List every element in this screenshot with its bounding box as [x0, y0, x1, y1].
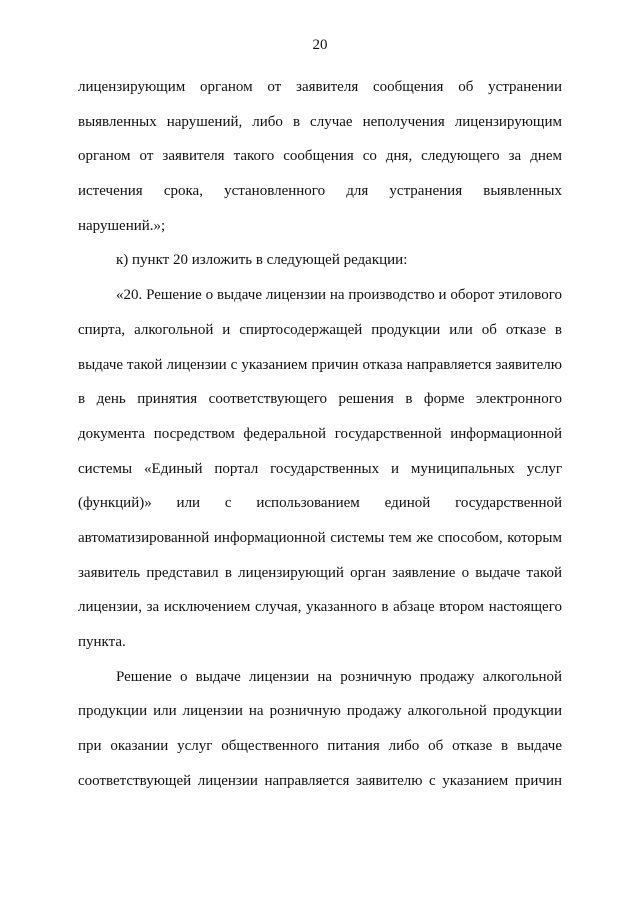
- text-line: Решение о выдаче лицензии на розничную продажу алкогольной: [116, 668, 562, 685]
- text-line: соответствующей лицензии направляется заявителю с указанием причин: [78, 772, 562, 789]
- text-line: к) пункт 20 изложить в следующей редакции:: [116, 252, 408, 269]
- text-line: лицензирующим органом от заявителя сообщения об устранении: [78, 79, 562, 95]
- text-line: лицензии, за исключением случая, указанного в абзаце втором настоящего: [78, 599, 562, 616]
- text-line: при оказании услуг общественного питания либо об отказе в выдаче: [78, 738, 562, 755]
- text-line: автоматизированной информационной системы тем же способом, которым: [78, 529, 562, 546]
- text-line: выдаче такой лицензии с указанием причин отказа направляется заявителю: [78, 356, 562, 373]
- text-line: истечения срока, установленного для устранения выявленных: [78, 183, 562, 200]
- page-number: 20: [312, 37, 328, 53]
- text-line: пункта.: [78, 634, 126, 650]
- text-line: (функций)» или с использованием единой государственной: [78, 495, 562, 512]
- paragraph-retail-decision: [78, 660, 562, 799]
- text-line: документа посредством федеральной государственной информационной: [78, 425, 562, 442]
- paragraph-item-k: [78, 243, 562, 278]
- text-line: продукции или лицензии на розничную продажу алкогольной продукции: [78, 703, 562, 720]
- text-line: выявленных нарушений, либо в случае неполучения лицензирующим: [78, 113, 562, 130]
- paragraph-point-20: [78, 278, 562, 660]
- text-line: нарушений.»;: [78, 217, 166, 234]
- text-line: органом от заявителя такого сообщения со дня, следующего за днем: [78, 148, 562, 165]
- text-line: в день принятия соответствующего решения в форме электронного: [78, 391, 562, 408]
- text-line: системы «Единый портал государственных и муниципальных услуг: [78, 460, 562, 477]
- text-line: «20. Решение о выдаче лицензии на производство и оборот этилового: [116, 287, 562, 304]
- document-body: [78, 70, 562, 798]
- paragraph-continuation: [78, 70, 562, 243]
- text-line: заявитель представил в лицензирующий орган заявление о выдаче такой: [78, 564, 562, 581]
- text-line: спирта, алкогольной и спиртосодержащей продукции или об отказе в: [78, 321, 562, 338]
